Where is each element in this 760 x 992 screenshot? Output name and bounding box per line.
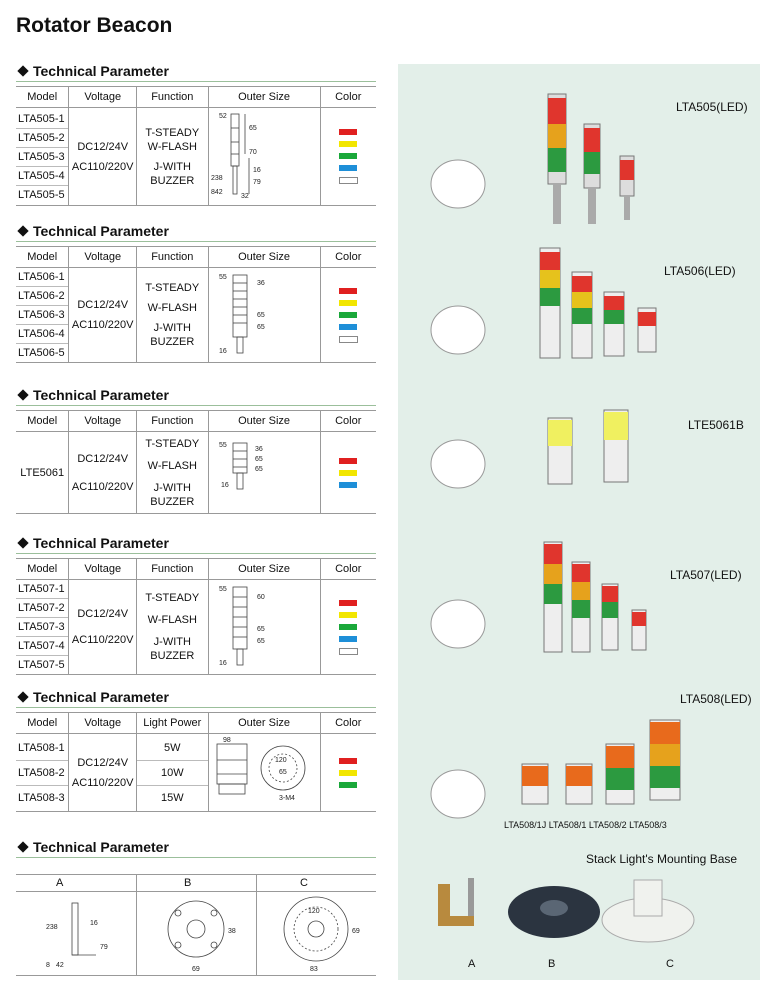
svg-text:55: 55 — [219, 273, 227, 281]
svg-text:60: 60 — [257, 593, 265, 601]
label-lta506: LTA506(LED) — [664, 264, 736, 278]
model-cell: LTA507-2 — [16, 599, 68, 618]
dimension-drawing — [209, 581, 319, 671]
product-illustrations — [398, 64, 760, 980]
header-function: Function — [137, 559, 209, 580]
diamond-bullet-icon — [17, 691, 28, 702]
model-cell: LTE5061 — [16, 432, 69, 514]
header-function: Function — [137, 87, 209, 108]
svg-text:55: 55 — [219, 442, 227, 449]
model-cell: LTA505-5 — [18, 188, 65, 201]
svg-text:36: 36 — [257, 279, 265, 287]
diamond-bullet-icon — [17, 225, 28, 236]
green-swatch — [339, 782, 357, 788]
yellow-swatch — [339, 612, 357, 618]
svg-text:79: 79 — [100, 944, 108, 951]
svg-text:55: 55 — [219, 585, 227, 593]
param-table — [16, 558, 376, 675]
yellow-swatch — [339, 770, 357, 776]
header-model: Model — [16, 87, 69, 108]
model-cell: LTA505-2 — [16, 129, 68, 148]
header-function: Function — [137, 247, 209, 268]
blue-swatch — [339, 324, 357, 330]
function-cell: T-STEADY W-FLASH J-WITH BUZZER — [137, 108, 209, 206]
header-outer-size: Outer Size — [208, 247, 320, 268]
svg-text:65: 65 — [257, 625, 265, 633]
voltage-cell: DC12/24V AC110/220V — [69, 432, 137, 514]
svg-text:36: 36 — [255, 446, 263, 453]
model-cell: LTA507-1 — [16, 580, 68, 599]
green-swatch — [339, 312, 357, 318]
model-cell: LTA505-4 — [16, 167, 68, 186]
model-list — [16, 580, 69, 675]
svg-text:98: 98 — [223, 737, 231, 744]
svg-text:16: 16 — [90, 920, 98, 927]
yellow-swatch — [339, 141, 357, 147]
header-voltage: Voltage — [69, 411, 137, 432]
model-cell: LTA506-4 — [16, 325, 68, 344]
section-lta505 — [16, 62, 376, 206]
function-cell: T-STEADY W-FLASH J-WITH BUZZER — [137, 580, 209, 675]
label-lte5061b: LTE5061B — [688, 418, 744, 432]
section-heading: Technical Parameter — [16, 386, 376, 404]
dimension-drawing — [209, 439, 319, 503]
header-voltage: Voltage — [69, 87, 137, 108]
header-outer-size: Outer Size — [208, 87, 320, 108]
model-cell: LTA508-1 — [16, 736, 68, 761]
header-model: Model — [16, 713, 69, 734]
section-heading: Technical Parameter — [16, 688, 376, 706]
outer-size-drawing — [208, 268, 320, 363]
color-swatches — [320, 580, 376, 675]
label-base-b: B — [548, 958, 556, 970]
svg-text:65: 65 — [257, 323, 265, 331]
color-swatches — [320, 734, 376, 812]
blue-swatch — [339, 165, 357, 171]
header-outer-size: Outer Size — [208, 713, 320, 734]
label-lta505: LTA505(LED) — [676, 100, 748, 114]
header-voltage: Voltage — [69, 713, 137, 734]
lta508-product — [431, 720, 680, 818]
yellow-swatch — [339, 300, 357, 306]
svg-text:65: 65 — [249, 125, 257, 132]
svg-text:120: 120 — [275, 757, 287, 764]
header-color: Color — [320, 87, 376, 108]
model-list — [16, 734, 69, 812]
section-heading: Technical Parameter — [16, 222, 376, 240]
param-table — [16, 712, 376, 812]
section-lta506 — [16, 222, 376, 363]
label-lta508: LTA508(LED) — [680, 692, 752, 706]
green-swatch — [339, 153, 357, 159]
header-model: Model — [16, 559, 69, 580]
page-title: Rotator Beacon — [16, 14, 173, 37]
header-light-power: Light Power — [137, 713, 209, 734]
header-color: Color — [320, 411, 376, 432]
header-color: Color — [320, 559, 376, 580]
header-c: C — [300, 877, 308, 889]
lta505-product — [431, 94, 634, 224]
section-mounting — [16, 838, 376, 858]
color-swatches — [320, 268, 376, 363]
label-base-a: A — [468, 958, 476, 970]
dimension-drawing — [209, 108, 319, 202]
svg-text:65: 65 — [257, 637, 265, 645]
param-table — [16, 86, 376, 206]
svg-text:42: 42 — [56, 962, 64, 969]
lta506-product — [431, 248, 656, 358]
red-swatch — [339, 600, 357, 606]
model-cell: LTA506-2 — [16, 287, 68, 306]
header-model: Model — [16, 247, 69, 268]
svg-text:69: 69 — [352, 928, 360, 935]
svg-text:83: 83 — [310, 966, 318, 973]
header-color: Color — [320, 713, 376, 734]
svg-text:70: 70 — [249, 149, 257, 156]
outer-size-drawing — [208, 734, 320, 812]
dimension-drawing — [209, 269, 319, 359]
outer-size-drawing — [208, 432, 320, 514]
model-cell: LTA508-3 — [18, 791, 65, 804]
voltage-cell: DC12/24V AC110/220V — [69, 734, 137, 812]
white-swatch — [339, 177, 358, 184]
outer-size-drawing — [208, 580, 320, 675]
svg-text:238: 238 — [46, 924, 58, 931]
svg-text:32: 32 — [241, 193, 249, 200]
diamond-bullet-icon — [17, 389, 28, 400]
section-heading: Technical Parameter — [16, 534, 376, 552]
header-color: Color — [320, 247, 376, 268]
param-table — [16, 246, 376, 363]
svg-text:52: 52 — [219, 113, 227, 120]
dimension-drawing — [209, 734, 319, 808]
section-lte5061 — [16, 386, 376, 514]
svg-text:38: 38 — [228, 928, 236, 935]
model-cell: LTA507-5 — [18, 659, 65, 671]
model-cell: LTA507-4 — [16, 637, 68, 656]
blue-swatch — [339, 482, 357, 488]
header-outer-size: Outer Size — [208, 559, 320, 580]
label-lta508-variants: LTA508/1J LTA508/1 LTA508/2 LTA508/3 — [504, 820, 667, 830]
svg-text:65: 65 — [279, 769, 287, 776]
svg-text:16: 16 — [221, 482, 229, 489]
red-swatch — [339, 458, 357, 464]
red-swatch — [339, 758, 357, 764]
lta507-product — [431, 542, 646, 652]
model-cell: LTA505-1 — [16, 110, 68, 129]
svg-text:238: 238 — [211, 175, 223, 182]
svg-text:3-M4: 3-M4 — [279, 795, 295, 802]
yellow-swatch — [339, 470, 357, 476]
voltage-cell: DC12/24V AC110/220V — [69, 580, 137, 675]
section-heading: Technical Parameter — [16, 62, 376, 80]
white-swatch — [339, 336, 358, 343]
mounting-bases — [438, 878, 694, 942]
voltage-cell: DC12/24V AC110/220V — [69, 268, 137, 363]
model-cell: LTA508-2 — [16, 761, 68, 786]
svg-text:16: 16 — [219, 659, 227, 667]
model-cell: LTA506-5 — [18, 347, 65, 359]
svg-text:65: 65 — [255, 466, 263, 473]
voltage-cell: DC12/24V AC110/220V — [69, 108, 137, 206]
svg-text:69: 69 — [192, 966, 200, 973]
label-lta507: LTA507(LED) — [670, 568, 742, 582]
svg-text:65: 65 — [257, 311, 265, 319]
header-voltage: Voltage — [69, 559, 137, 580]
svg-text:120: 120 — [308, 908, 320, 915]
header-model: Model — [16, 411, 69, 432]
model-cell: LTA507-3 — [16, 618, 68, 637]
label-base-c: C — [666, 958, 674, 970]
header-a: A — [56, 877, 64, 889]
white-swatch — [339, 648, 358, 655]
mounting-table — [16, 874, 376, 976]
green-swatch — [339, 624, 357, 630]
function-cell: T-STEADY W-FLASH J-WITH BUZZER — [137, 268, 209, 363]
header-b: B — [184, 877, 192, 889]
svg-text:8: 8 — [46, 962, 50, 969]
model-list — [16, 108, 69, 206]
model-list — [16, 268, 69, 363]
lte5061b-product — [431, 410, 628, 488]
blue-swatch — [339, 636, 357, 642]
svg-text:79: 79 — [253, 179, 261, 186]
light-power-cell: 5W 10W 15W — [137, 734, 209, 812]
svg-text:16: 16 — [219, 347, 227, 355]
outer-size-drawing — [208, 108, 320, 206]
diamond-bullet-icon — [17, 537, 28, 548]
param-table — [16, 410, 376, 514]
section-heading: Technical Parameter — [16, 838, 376, 856]
model-cell: LTA505-3 — [16, 148, 68, 167]
diamond-bullet-icon — [17, 841, 28, 852]
red-swatch — [339, 288, 357, 294]
color-swatches — [320, 108, 376, 206]
header-voltage: Voltage — [69, 247, 137, 268]
svg-text:842: 842 — [211, 189, 223, 196]
function-cell: T-STEADY W-FLASH J-WITH BUZZER — [137, 432, 209, 514]
svg-text:65: 65 — [255, 456, 263, 463]
header-outer-size: Outer Size — [208, 411, 320, 432]
label-mounting-base: Stack Light's Mounting Base — [586, 852, 738, 866]
diamond-bullet-icon — [17, 65, 28, 76]
color-swatches — [320, 432, 376, 514]
header-function: Function — [137, 411, 209, 432]
section-lta508 — [16, 688, 376, 812]
mounting-drawings — [16, 893, 376, 973]
svg-text:16: 16 — [253, 167, 261, 174]
section-lta507 — [16, 534, 376, 675]
red-swatch — [339, 129, 357, 135]
model-cell: LTA506-1 — [16, 268, 68, 287]
model-cell: LTA506-3 — [16, 306, 68, 325]
